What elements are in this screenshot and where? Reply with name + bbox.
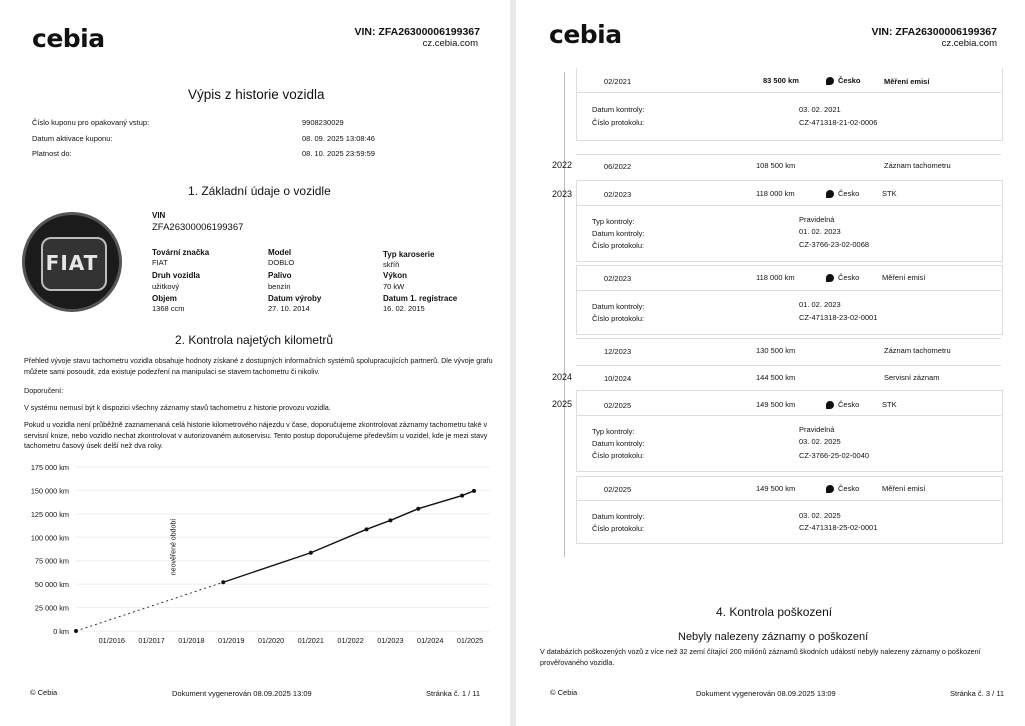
footer-page-number: Stránka č. 1 / 11 xyxy=(426,689,481,698)
coupon-value: 9908230029 xyxy=(302,118,344,127)
footer-page-number: Stránka č. 3 / 11 xyxy=(950,689,1005,698)
spec-value: skříň xyxy=(383,260,400,269)
detail-value: CZ-471318-25-02-0001 xyxy=(799,523,878,532)
detail-value: CZ-471318-21-02-0006 xyxy=(799,118,878,127)
spec-label: Datum výroby xyxy=(268,294,322,303)
data-point xyxy=(74,629,78,633)
y-tick-label: 100 000 km xyxy=(30,533,69,543)
entry-country: Česko xyxy=(826,273,859,282)
entry-country: Česko xyxy=(826,400,859,409)
detail-label: Číslo protokolu: xyxy=(592,241,645,250)
czechia-icon xyxy=(826,274,834,282)
timeline-year: 2024 xyxy=(552,372,573,382)
entry-type: Záznam tachometru xyxy=(884,161,951,170)
y-tick-label: 25 000 km xyxy=(34,603,69,613)
detail-label: Datum kontroly: xyxy=(592,512,645,521)
y-tick-label: 75 000 km xyxy=(34,556,69,566)
spec-value: DOBLO xyxy=(268,258,295,267)
entry-type: Servisní záznam xyxy=(884,373,940,382)
report-page-3 xyxy=(516,0,1025,726)
spec-label: Objem xyxy=(152,294,177,303)
x-tick-label: 01/2024 xyxy=(417,636,444,645)
timeline-year: 2022 xyxy=(552,160,573,170)
validity-value: 08. 10. 2025 23:59:59 xyxy=(302,149,375,158)
detail-value: 03. 02. 2021 xyxy=(799,105,841,114)
spec-label: Model xyxy=(268,248,292,257)
detail-label: Typ kontroly: xyxy=(592,217,635,226)
entry-km: 149 500 km xyxy=(756,484,796,493)
detail-label: Datum kontroly: xyxy=(592,302,645,311)
footer-copyright: © Cebia xyxy=(550,688,578,697)
entry-date: 02/2025 xyxy=(604,401,632,410)
spec-label: Tovární značka xyxy=(152,248,210,257)
x-tick-label: 01/2020 xyxy=(257,636,285,645)
card-divider xyxy=(576,290,1001,291)
timeline-line xyxy=(564,72,565,557)
fiat-logo xyxy=(22,212,122,312)
entry-date: 06/2022 xyxy=(604,162,632,171)
unverified-period-annotation: neověřené období xyxy=(170,518,178,576)
vin-value: ZFA26300006199367 xyxy=(152,222,244,233)
footer-generated: Dokument vygenerován 08.09.2025 13:09 xyxy=(172,689,312,698)
fiat-logo-text: FIAT xyxy=(45,251,99,275)
data-point xyxy=(416,507,420,511)
y-tick-label: 50 000 km xyxy=(34,580,69,590)
spec-label: Druh vozidla xyxy=(152,271,201,280)
entry-type: STK xyxy=(882,400,897,409)
timeline-year: 2025 xyxy=(552,399,573,409)
spec-label: Datum 1. registrace xyxy=(383,294,458,303)
entry-country: Česko xyxy=(826,76,861,85)
detail-label: Číslo protokolu: xyxy=(592,314,645,323)
czechia-icon xyxy=(826,77,834,85)
header-site: cz.cebia.com xyxy=(422,38,478,49)
entry-date: 02/2025 xyxy=(604,485,632,494)
spec-label: Palivo xyxy=(268,271,292,280)
section2-title: 2. Kontrola najetých kilometrů xyxy=(175,333,334,347)
spec-value: užitkový xyxy=(152,282,180,291)
entry-date: 02/2023 xyxy=(604,190,632,199)
mileage-chart xyxy=(0,455,510,655)
x-tick-label: 01/2023 xyxy=(377,636,404,645)
y-tick-label: 125 000 km xyxy=(30,509,69,519)
spec-label: Typ karoserie xyxy=(383,250,435,259)
y-tick-label: 175 000 km xyxy=(30,463,69,472)
card-divider xyxy=(576,205,1001,206)
czechia-icon xyxy=(826,190,834,198)
detail-value: CZ-3766-23-02-0068 xyxy=(799,240,870,249)
entry-km: 108 500 km xyxy=(756,161,796,170)
detail-label: Číslo protokolu: xyxy=(592,451,645,460)
entry-date: 02/2023 xyxy=(604,274,632,283)
entry-km: 144 500 km xyxy=(756,373,796,382)
entry-country: Česko xyxy=(826,484,859,493)
detail-value: 03. 02. 2025 xyxy=(799,511,841,520)
footer-copyright: © Cebia xyxy=(30,688,58,697)
card-divider xyxy=(576,92,1001,93)
validity-label: Platnost do: xyxy=(32,149,72,158)
x-tick-label: 01/2018 xyxy=(178,636,205,645)
activation-value: 08. 09. 2025 13:08:46 xyxy=(302,134,375,143)
czechia-icon xyxy=(826,485,834,493)
mileage-line xyxy=(223,491,474,582)
page-title: Výpis z historie vozidla xyxy=(188,87,325,102)
x-tick-label: 01/2019 xyxy=(218,636,245,645)
spec-value: 1368 ccm xyxy=(152,304,185,313)
section1-title: 1. Základní údaje o vozidle xyxy=(188,184,331,198)
header-vin: VIN: ZFA26300006199367 xyxy=(871,26,997,38)
spec-value: benzín xyxy=(268,282,291,291)
damage-text: V databázích poškozených vozů z více než 32 zemí čítající 200 miliónů záznamů škodních událostí nebyly nalezeny záznamy o poškození prověřovaného vozidla. xyxy=(540,647,981,667)
entry-type: Měření emisí xyxy=(882,273,926,282)
header-vin: VIN: ZFA26300006199367 xyxy=(354,26,480,38)
cebia-logo: cebia xyxy=(32,24,105,53)
entry-country: Česko xyxy=(826,189,859,198)
entry-km: 149 500 km xyxy=(756,400,796,409)
entry-type: STK xyxy=(882,189,897,198)
detail-label: Typ kontroly: xyxy=(592,427,635,436)
section4-title: 4. Kontrola poškození xyxy=(716,605,833,619)
detail-value: CZ-471318-23-02-0001 xyxy=(799,313,878,322)
detail-value: CZ-3766-25-02-0040 xyxy=(799,451,870,460)
report-page-1 xyxy=(0,0,510,726)
detail-label: Datum kontroly: xyxy=(592,229,645,238)
entry-date: 10/2024 xyxy=(604,374,632,383)
detail-value: 01. 02. 2023 xyxy=(799,227,841,236)
detail-label: Datum kontroly: xyxy=(592,105,645,114)
entry-date: 12/2023 xyxy=(604,347,632,356)
spec-value: FIAT xyxy=(152,258,168,267)
y-tick-label: 0 km xyxy=(53,627,69,636)
detail-label: Datum kontroly: xyxy=(592,439,645,448)
data-point xyxy=(388,518,392,522)
data-point xyxy=(472,489,476,493)
activation-label: Datum aktivace kuponu: xyxy=(32,134,113,143)
entry-date: 02/2021 xyxy=(604,77,632,86)
entry-type: Měření emisí xyxy=(884,77,930,86)
detail-value: 01. 02. 2023 xyxy=(799,300,841,309)
timeline-year: 2023 xyxy=(552,189,573,199)
entry-type: Měření emisí xyxy=(882,484,926,493)
entry-km: 83 500 km xyxy=(763,76,799,85)
recommendation-label: Doporučení: xyxy=(24,386,64,395)
data-point xyxy=(221,580,225,584)
cebia-logo: cebia xyxy=(549,20,622,49)
data-point xyxy=(460,494,464,498)
spec-value: 27. 10. 2014 xyxy=(268,304,310,313)
detail-label: Číslo protokolu: xyxy=(592,118,645,127)
x-tick-label: 01/2016 xyxy=(98,636,126,645)
detail-value: Pravidelná xyxy=(799,215,835,224)
card-divider xyxy=(576,500,1001,501)
spec-value: 70 kW xyxy=(383,282,405,291)
damage-title: Nebyly nalezeny záznamy o poškození xyxy=(678,631,869,643)
entry-type: Záznam tachometru xyxy=(884,346,951,355)
unverified-segment xyxy=(76,582,223,631)
czechia-icon xyxy=(826,401,834,409)
data-point xyxy=(365,527,369,531)
header-site: cz.cebia.com xyxy=(941,38,997,49)
footer-generated: Dokument vygenerován 08.09.2025 13:09 xyxy=(696,689,836,698)
vin-label: VIN xyxy=(152,211,166,220)
spec-value: 16. 02. 2015 xyxy=(383,304,425,313)
entry-km: 118 000 km xyxy=(756,189,795,198)
x-tick-label: 01/2021 xyxy=(297,636,325,645)
detail-value: 03. 02. 2025 xyxy=(799,437,841,446)
detail-value: Pravidelná xyxy=(799,425,835,434)
mileage-intro: Přehled vývoje stavu tachometru vozidla obsahuje hodnoty získané z dostupných informačních systémů spolupracujících partnerů. Dle vývoje grafu můžete sami posoudit, zda existuje podezření na manipulaci se stavem tachometru či nikoliv. xyxy=(24,356,493,376)
recommendation-text-1: V systému nemusí být k dispozici všechny záznamy stavů tachometru z historie provozu vozidla. xyxy=(24,403,331,412)
recommendation-text-2: Pokud u vozidla není průběžně zaznamenaná celá historie kilometrového nájezdu v čase, doporučujeme zkontrolovat záznamy tachometru také v servisní knize, nebo vozidlo nechat zkontrolovat v autorizovaném autoservisu. Tento postup doporučujeme především u vozidel, kde je mezi stavy tachometru časový úsek delší než dva roky. xyxy=(24,420,488,450)
spec-label: Výkon xyxy=(383,271,408,280)
y-tick-label: 150 000 km xyxy=(30,486,69,496)
x-tick-label: 01/2025 xyxy=(456,636,484,645)
coupon-label: Číslo kuponu pro opakovaný vstup: xyxy=(32,118,150,127)
detail-label: Číslo protokolu: xyxy=(592,524,645,533)
entry-km: 118 000 km xyxy=(756,273,795,282)
x-tick-label: 01/2017 xyxy=(138,636,165,645)
card-divider xyxy=(576,415,1001,416)
data-point xyxy=(309,551,313,555)
entry-km: 130 500 km xyxy=(756,346,796,355)
x-tick-label: 01/2022 xyxy=(337,636,364,645)
